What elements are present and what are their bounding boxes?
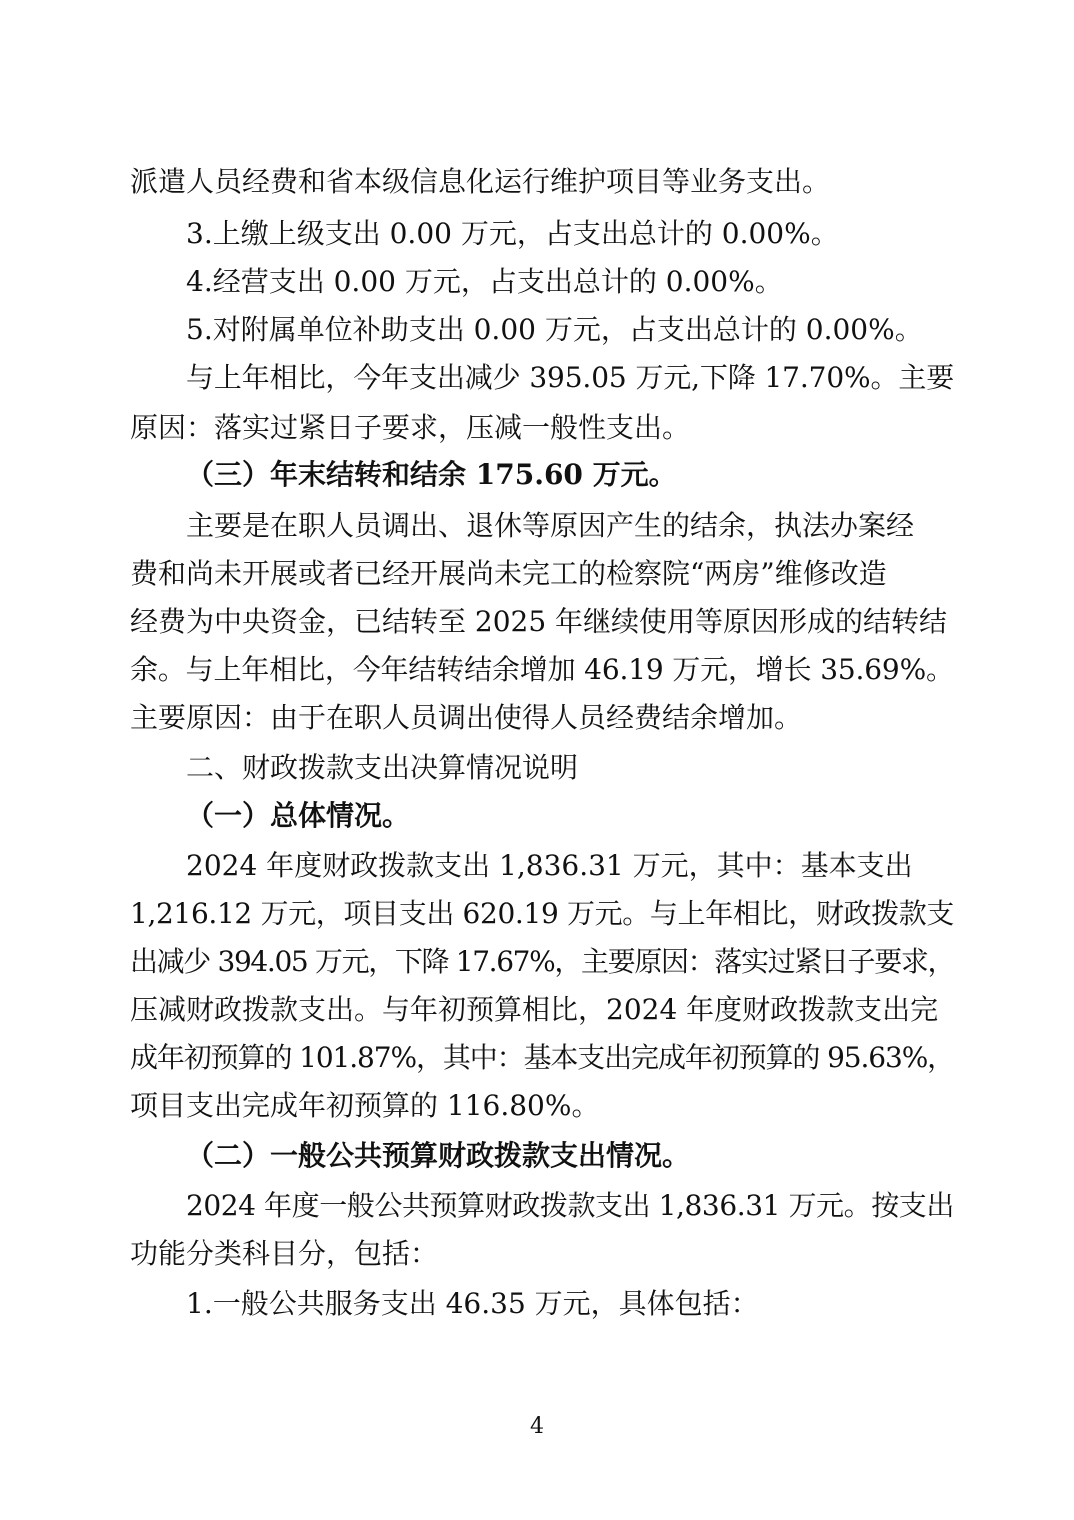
subsection-heading: （一）总体情况。 (186, 799, 411, 832)
body-text-line: 2024 年度财政拨款支出 1,836.31 万元，其中：基本支出 (186, 849, 913, 882)
subsection-heading: （二）一般公共预算财政拨款支出情况。 (186, 1139, 691, 1172)
section-heading: 二、财政拨款支出决算情况说明 (186, 751, 579, 784)
list-item: 4.经营支出 0.00 万元，占支出总计的 0.00%。 (186, 265, 783, 298)
body-text-line: 费和尚未开展或者已经开展尚未完工的检察院“两房”维修改造 (130, 557, 887, 590)
body-text-line: 出减少 394.05 万元，下降 17.67%，主要原因：落实过紧日子要求， (130, 945, 955, 978)
body-text-line: 2024 年度一般公共预算财政拨款支出 1,836.31 万元。按支出 (186, 1189, 954, 1222)
body-text-line: 原因：落实过紧日子要求，压减一般性支出。 (130, 411, 691, 444)
body-text-line: 项目支出完成年初预算的 116.80%。 (130, 1089, 600, 1122)
body-text-line: 主要原因：由于在职人员调出使得人员经费结余增加。 (130, 701, 803, 734)
body-text-line: 派遣人员经费和省本级信息化运行维护项目等业务支出。 (130, 165, 831, 198)
section-heading: （三）年末结转和结余 175.60 万元。 (186, 458, 677, 491)
body-text-line: 功能分类科目分，包括： (130, 1237, 439, 1270)
body-text-line: 余。与上年相比，今年结转结余增加 46.19 万元，增长 35.69%。 (130, 653, 954, 686)
list-item: 1.一般公共服务支出 46.35 万元，具体包括： (186, 1287, 759, 1320)
page-number: 4 (530, 1414, 544, 1439)
body-text-line: 1,216.12 万元，项目支出 620.19 万元。与上年相比，财政拨款支 (130, 897, 955, 930)
body-text-line: 主要是在职人员调出、退休等原因产生的结余，执法办案经 (186, 509, 915, 542)
list-item: 3.上缴上级支出 0.00 万元，占支出总计的 0.00%。 (186, 217, 839, 250)
list-item: 5.对附属单位补助支出 0.00 万元，占支出总计的 0.00%。 (186, 313, 923, 346)
body-text-line: 压减财政拨款支出。与年初预算相比，2024 年度财政拨款支出完 (130, 993, 939, 1026)
body-text-line: 经费为中央资金，已结转至 2025 年继续使用等原因形成的结转结 (130, 605, 948, 638)
body-text-line: 与上年相比，今年支出减少 395.05 万元,下降 17.70%。主要 (186, 361, 955, 394)
body-text-line: 成年初预算的 101.87%，其中：基本支出完成年初预算的 95.63%， (130, 1041, 955, 1074)
